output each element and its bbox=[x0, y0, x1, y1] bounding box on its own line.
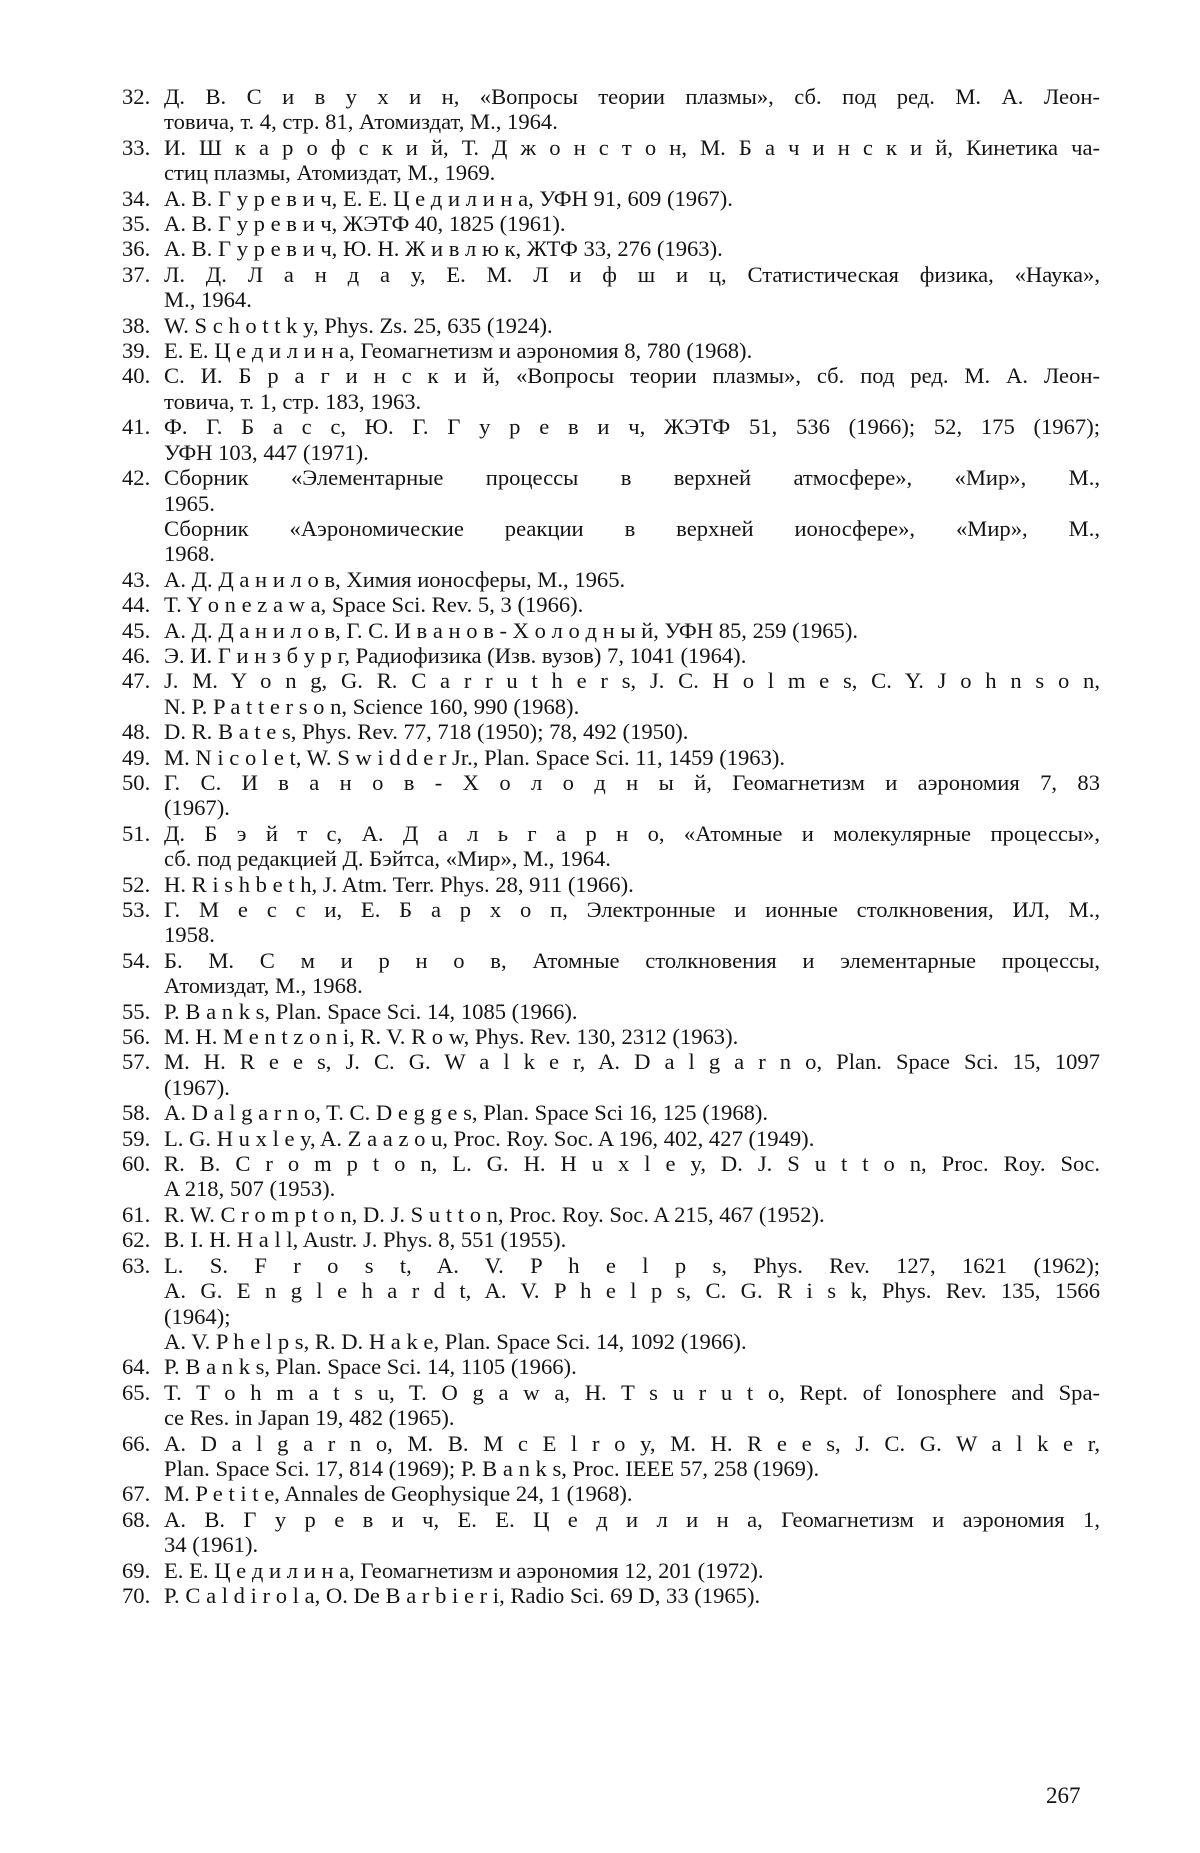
reference-number: 39. bbox=[122, 338, 151, 364]
reference-line: 1965. bbox=[164, 490, 215, 516]
reference-item bbox=[122, 1354, 1100, 1379]
reference-number: 70. bbox=[122, 1582, 151, 1608]
reference-item bbox=[122, 1380, 1100, 1431]
reference-item bbox=[122, 1024, 1100, 1049]
reference-item bbox=[122, 1100, 1100, 1125]
reference-line: УФН 103, 447 (1971). bbox=[164, 439, 369, 465]
reference-line: Е. Е. Ц е д и л и н а, Геомагнетизм и аэрономия 8, 780 (1968). bbox=[164, 338, 753, 364]
reference-text bbox=[164, 313, 1100, 338]
reference-text bbox=[164, 135, 1100, 186]
reference-line: Сборник «Аэрономические реакции в верхней ионосфере», «Мир», М., bbox=[164, 515, 1100, 541]
reference-text bbox=[164, 1202, 1100, 1227]
reference-item bbox=[122, 236, 1100, 261]
reference-line: J. M. Y o n g, G. R. C a r r u t h e r s, J. C. H o l m e s, C. Y. J o h n s o n, bbox=[164, 668, 1100, 694]
reference-text bbox=[164, 1380, 1100, 1431]
reference-text bbox=[164, 770, 1100, 821]
reference-text bbox=[164, 186, 1100, 211]
reference-line: А. Д. Д а н и л о в, Г. С. И в а н о в - Х о л о д н ы й, УФН 85, 259 (1965). bbox=[164, 617, 859, 643]
reference-item bbox=[122, 1253, 1100, 1355]
reference-line: сб. под редакцией Д. Бэйтса, «Мир», М., 1964. bbox=[164, 846, 611, 872]
reference-line: L. S. F r o s t, A. V. P h e l p s, Phys. Rev. 127, 1621 (1962); bbox=[164, 1252, 1100, 1278]
reference-text bbox=[164, 236, 1100, 261]
reference-number: 63. bbox=[122, 1252, 151, 1278]
reference-line: H. R i s h b e t h, J. Atm. Terr. Phys. 28, 911 (1966). bbox=[164, 871, 634, 897]
reference-item bbox=[122, 1227, 1100, 1252]
reference-line: M. H. R e e s, J. C. G. W a l k e r, A. D a l g a r n o, Plan. Space Sci. 15, 1097 bbox=[164, 1049, 1100, 1075]
reference-number: 61. bbox=[122, 1201, 151, 1227]
reference-text bbox=[164, 1253, 1100, 1355]
reference-text bbox=[164, 414, 1100, 465]
reference-text bbox=[164, 999, 1100, 1024]
reference-line: 1968. bbox=[164, 541, 215, 567]
reference-text bbox=[164, 567, 1100, 592]
reference-item bbox=[122, 948, 1100, 999]
reference-line: Д. В. С и в у х и н, «Вопросы теории плазмы», сб. под ред. М. А. Леон- bbox=[164, 84, 1100, 109]
reference-line: Г. М е с с и, Е. Б а р х о п, Электронные и ионные столкновения, ИЛ, М., bbox=[164, 897, 1100, 922]
reference-number: 47. bbox=[122, 668, 151, 694]
reference-item bbox=[122, 1558, 1100, 1583]
reference-number: 42. bbox=[122, 465, 151, 491]
reference-line: Э. И. Г и н з б у р г, Радиофизика (Изв. вузов) 7, 1041 (1964). bbox=[164, 642, 747, 668]
reference-item bbox=[122, 643, 1100, 668]
reference-text bbox=[164, 1431, 1100, 1482]
reference-line: B. I. H. H a l l, Austr. J. Phys. 8, 551 (1955). bbox=[164, 1227, 567, 1253]
reference-line: Plan. Space Sci. 17, 814 (1969); P. B a n k s, Proc. IEEE 57, 258 (1969). bbox=[164, 1455, 820, 1481]
reference-text bbox=[164, 618, 1100, 643]
reference-line: А. В. Г у р е в и ч, ЖЭТФ 40, 1825 (1961). bbox=[164, 211, 566, 237]
reference-line: M. H. M e n t z o n i, R. V. R o w, Phys. Rev. 130, 2312 (1963). bbox=[164, 1024, 739, 1050]
reference-item bbox=[122, 211, 1100, 236]
reference-item bbox=[122, 1049, 1100, 1100]
reference-item bbox=[122, 567, 1100, 592]
reference-number: 50. bbox=[122, 769, 151, 795]
reference-item bbox=[122, 668, 1100, 719]
reference-line: T. T o h m a t s u, T. O g a w a, H. T s u r u t o, Rept. of Ionosphere and Spa- bbox=[164, 1379, 1100, 1405]
reference-item bbox=[122, 414, 1100, 465]
reference-line: R. W. C r o m p t o n, D. J. S u t t o n, Proc. Roy. Soc. A 215, 467 (1952). bbox=[164, 1201, 825, 1227]
reference-number: 35. bbox=[122, 211, 151, 237]
reference-line: Д. Б э й т с, А. Д а л ь г а р н о, «Атомные и молекулярные процессы», bbox=[164, 820, 1100, 846]
reference-number: 38. bbox=[122, 312, 151, 338]
reference-number: 34. bbox=[122, 185, 151, 211]
reference-text bbox=[164, 1354, 1100, 1379]
reference-line: D. R. B a t e s, Phys. Rev. 77, 718 (1950); 78, 492 (1950). bbox=[164, 719, 689, 745]
reference-item bbox=[122, 465, 1100, 567]
reference-text bbox=[164, 1583, 1100, 1608]
reference-item bbox=[122, 1126, 1100, 1151]
reference-item bbox=[122, 1202, 1100, 1227]
reference-number: 33. bbox=[122, 134, 151, 160]
reference-item bbox=[122, 719, 1100, 744]
reference-text bbox=[164, 1227, 1100, 1252]
reference-item bbox=[122, 897, 1100, 948]
reference-text bbox=[164, 1558, 1100, 1583]
reference-text bbox=[164, 821, 1100, 872]
reference-text bbox=[164, 84, 1100, 135]
reference-line: (1967). bbox=[164, 1074, 230, 1100]
reference-number: 57. bbox=[122, 1049, 151, 1075]
reference-number: 66. bbox=[122, 1430, 151, 1456]
reference-line: M. N i c o l e t, W. S w i d d e r Jr., Plan. Space Sci. 11, 1459 (1963). bbox=[164, 744, 786, 770]
reference-text bbox=[164, 719, 1100, 744]
reference-text bbox=[164, 1507, 1100, 1558]
reference-number: 41. bbox=[122, 414, 151, 440]
reference-item bbox=[122, 262, 1100, 313]
reference-item bbox=[122, 1151, 1100, 1202]
reference-line: T. Y o n e z a w a, Space Sci. Rev. 5, 3 (1966). bbox=[164, 592, 584, 618]
reference-list bbox=[122, 84, 1100, 1608]
reference-text bbox=[164, 1100, 1100, 1125]
reference-item bbox=[122, 84, 1100, 135]
reference-item bbox=[122, 999, 1100, 1024]
reference-line: Е. Е. Ц е д и л и н а, Геомагнетизм и аэрономия 12, 201 (1972). bbox=[164, 1557, 764, 1583]
reference-line: товича, т. 1, стр. 183, 1963. bbox=[164, 388, 422, 414]
reference-number: 32. bbox=[122, 84, 151, 109]
reference-line: P. C a l d i r o l a, O. De B a r b i e r i, Radio Sci. 69 D, 33 (1965). bbox=[164, 1582, 761, 1608]
reference-number: 43. bbox=[122, 566, 151, 592]
reference-number: 44. bbox=[122, 592, 151, 618]
reference-text bbox=[164, 363, 1100, 414]
reference-text bbox=[164, 897, 1100, 948]
reference-line: P. B a n k s, Plan. Space Sci. 14, 1105 (1966). bbox=[164, 1354, 577, 1380]
reference-text bbox=[164, 465, 1100, 567]
reference-number: 65. bbox=[122, 1379, 151, 1405]
reference-item bbox=[122, 770, 1100, 821]
reference-item bbox=[122, 363, 1100, 414]
reference-line: С. И. Б р а г и н с к и й, «Вопросы теории плазмы», сб. под ред. М. А. Леон- bbox=[164, 363, 1100, 389]
reference-line: товича, т. 4, стр. 81, Атомиздат, М., 1964. bbox=[164, 109, 558, 135]
reference-line: И. Ш к а р о ф с к и й, Т. Д ж о н с т о н, М. Б а ч и н с к и й, Кинетика ча- bbox=[164, 134, 1100, 160]
reference-number: 40. bbox=[122, 363, 151, 389]
reference-text bbox=[164, 262, 1100, 313]
reference-line: А. Д. Д а н и л о в, Химия ионосферы, М., 1965. bbox=[164, 566, 626, 592]
reference-number: 51. bbox=[122, 820, 151, 846]
reference-line: Б. М. С м и р н о в, Атомные столкновения и элементарные процессы, bbox=[164, 947, 1100, 973]
reference-line: P. B a n k s, Plan. Space Sci. 14, 1085 (1966). bbox=[164, 998, 578, 1024]
reference-line: Л. Д. Л а н д а у, Е. М. Л и ф ш и ц, Статистическая физика, «Наука», bbox=[164, 261, 1100, 287]
reference-item bbox=[122, 872, 1100, 897]
reference-number: 68. bbox=[122, 1506, 151, 1532]
reference-item bbox=[122, 1481, 1100, 1506]
reference-item bbox=[122, 592, 1100, 617]
reference-text bbox=[164, 745, 1100, 770]
reference-line: Атомиздат, М., 1968. bbox=[164, 973, 363, 999]
reference-number: 62. bbox=[122, 1227, 151, 1253]
reference-number: 48. bbox=[122, 719, 151, 745]
reference-line: М., 1964. bbox=[164, 287, 252, 313]
reference-number: 52. bbox=[122, 871, 151, 897]
reference-line: 1958. bbox=[164, 922, 215, 948]
reference-item bbox=[122, 618, 1100, 643]
reference-text bbox=[164, 1024, 1100, 1049]
reference-number: 56. bbox=[122, 1024, 151, 1050]
reference-text bbox=[164, 1151, 1100, 1202]
reference-line: A. D a l g a r n o, T. C. D e g g e s, Plan. Space Sci 16, 125 (1968). bbox=[164, 1100, 769, 1126]
reference-number: 64. bbox=[122, 1354, 151, 1380]
reference-text bbox=[164, 1481, 1100, 1506]
reference-line: 34 (1961). bbox=[164, 1532, 259, 1558]
reference-line: А. В. Г у р е в и ч, Е. Е. Ц е д и л и н а, Геомагнетизм и аэрономия 1, bbox=[164, 1506, 1100, 1532]
reference-line: A. V. P h e l p s, R. D. H a k e, Plan. Space Sci. 14, 1092 (1966). bbox=[164, 1328, 747, 1354]
reference-text bbox=[164, 211, 1100, 236]
reference-text bbox=[164, 1049, 1100, 1100]
reference-line: А. В. Г у р е в и ч, Е. Е. Ц е д и л и н а, УФН 91, 609 (1967). bbox=[164, 185, 733, 211]
reference-line: N. P. P a t t e r s o n, Science 160, 990 (1968). bbox=[164, 693, 580, 719]
reference-number: 37. bbox=[122, 261, 151, 287]
reference-text bbox=[164, 668, 1100, 719]
reference-number: 54. bbox=[122, 947, 151, 973]
page-number: 267 bbox=[1046, 1783, 1081, 1808]
reference-line: R. B. C r o m p t o n, L. G. H. H u x l e y, D. J. S u t t o n, Proc. Roy. Soc. bbox=[164, 1151, 1100, 1177]
reference-item bbox=[122, 745, 1100, 770]
reference-text bbox=[164, 872, 1100, 897]
reference-item bbox=[122, 338, 1100, 363]
reference-text bbox=[164, 643, 1100, 668]
reference-item bbox=[122, 1431, 1100, 1482]
reference-line: L. G. H u x l e y, A. Z a a z o u, Proc. Roy. Soc. A 196, 402, 427 (1949). bbox=[164, 1125, 815, 1151]
reference-number: 36. bbox=[122, 236, 151, 262]
reference-line: стиц плазмы, Атомиздат, М., 1969. bbox=[164, 160, 496, 186]
reference-number: 45. bbox=[122, 617, 151, 643]
reference-item bbox=[122, 1507, 1100, 1558]
reference-line: A. G. E n g l e h a r d t, A. V. P h e l p s, C. G. R i s k, Phys. Rev. 135, 1566 bbox=[164, 1278, 1100, 1304]
reference-line: Г. С. И в а н о в - Х о л о д н ы й, Геомагнетизм и аэрономия 7, 83 bbox=[164, 769, 1100, 795]
reference-text bbox=[164, 592, 1100, 617]
reference-item bbox=[122, 313, 1100, 338]
reference-line: ce Res. in Japan 19, 482 (1965). bbox=[164, 1405, 455, 1431]
reference-line: А. В. Г у р е в и ч, Ю. Н. Ж и в л ю к, ЖТФ 33, 276 (1963). bbox=[164, 236, 723, 262]
reference-line: (1964); bbox=[164, 1303, 231, 1329]
reference-line: Ф. Г. Б а с с, Ю. Г. Г у р е в и ч, ЖЭТФ 51, 536 (1966); 52, 175 (1967); bbox=[164, 414, 1100, 440]
reference-line: A. D a l g a r n o, M. B. M c E l r o y, M. H. R e e s, J. C. G. W a l k e r, bbox=[164, 1430, 1100, 1456]
reference-text bbox=[164, 1126, 1100, 1151]
reference-line: W. S c h o t t k y, Phys. Zs. 25, 635 (1924). bbox=[164, 312, 553, 338]
reference-number: 58. bbox=[122, 1100, 151, 1126]
reference-text bbox=[164, 948, 1100, 999]
reference-item bbox=[122, 135, 1100, 186]
reference-number: 69. bbox=[122, 1557, 151, 1583]
reference-line: (1967). bbox=[164, 795, 230, 821]
reference-number: 49. bbox=[122, 744, 151, 770]
reference-text bbox=[164, 338, 1100, 363]
reference-line: Сборник «Элементарные процессы в верхней атмосфере», «Мир», М., bbox=[164, 465, 1100, 491]
reference-number: 60. bbox=[122, 1151, 151, 1177]
reference-number: 55. bbox=[122, 998, 151, 1024]
reference-item bbox=[122, 186, 1100, 211]
reference-item bbox=[122, 821, 1100, 872]
reference-number: 59. bbox=[122, 1125, 151, 1151]
reference-line: A 218, 507 (1953). bbox=[164, 1176, 336, 1202]
reference-number: 67. bbox=[122, 1481, 151, 1507]
reference-item bbox=[122, 1583, 1100, 1608]
reference-line: M. P e t i t e, Annales de Geophysique 24, 1 (1968). bbox=[164, 1481, 633, 1507]
reference-number: 46. bbox=[122, 642, 151, 668]
reference-number: 53. bbox=[122, 897, 151, 922]
